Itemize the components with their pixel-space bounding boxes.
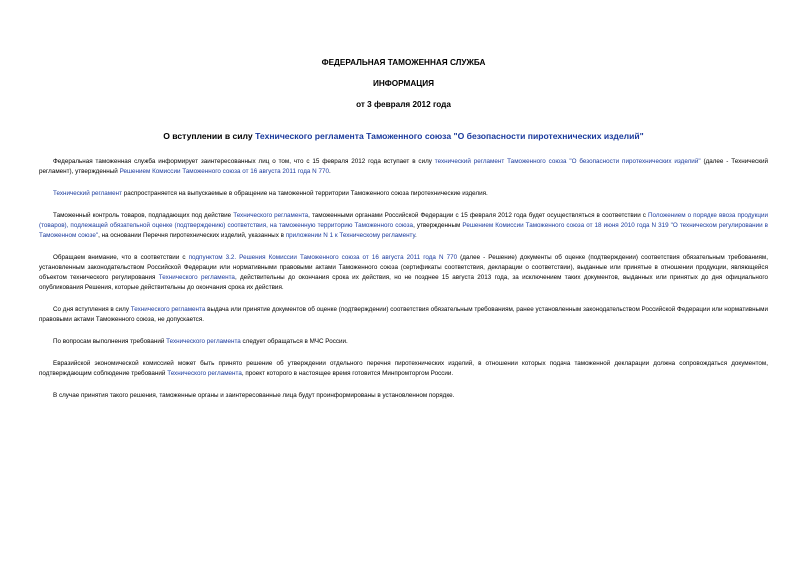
- decision-770-link[interactable]: Решением Комиссии Таможенного союза от 16 августа 2011 года N 770: [119, 168, 329, 175]
- text: , проект которого в настоящее время готовится Минпромторгом России.: [241, 370, 454, 377]
- subclause-3-2-link[interactable]: подпунктом 3.2. Решения Комиссии Таможенного союза от 16 августа 2011 года N 770: [188, 254, 458, 261]
- appendix-1-link[interactable]: приложении N 1 к Техническому регламенту: [285, 232, 416, 239]
- regulation-link[interactable]: технический регламент Таможенного союза "О безопасности пиротехнических изделий": [434, 158, 701, 165]
- paragraph-6: [39, 337, 768, 347]
- regulation-link[interactable]: Технического регламента: [233, 212, 309, 219]
- text: Федеральная таможенная служба информирует заинтересованных лиц о том, что с 15 февраля 2012 года вступает в силу: [53, 158, 435, 165]
- text: следует обращаться в МЧС России.: [240, 338, 348, 345]
- text: (далее - Технический регламент), утвержденный: [39, 158, 768, 175]
- text: В случае принятия такого решения, таможенные органы и заинтересованные лица будут проинформированы в установленном порядке.: [53, 392, 455, 399]
- text: (далее - Решение) документы об оценке (подтверждении) соответствия обязательным требованиям, установленным законодательством Российской Федерации или нормативными правовыми актами Таможенного союза (сертификаты соответствия, декларации о соответствии), выданные или принятые в отношении продукции, являющейся объектом технического регулирования: [39, 254, 768, 281]
- text: Со дня вступления в силу: [53, 306, 131, 313]
- paragraph-8: [39, 391, 768, 401]
- text: Обращаем внимание, что в соответствии с: [53, 254, 189, 261]
- document-subject: [39, 131, 768, 141]
- text: распространяется на выпускаемые в обращение на таможенной территории Таможенного союза пиротехнические изделия.: [122, 190, 488, 197]
- text: выдача или принятие документов об оценке (подтверждении) соответствия обязательным требованиям, ранее установленным законодательством Российской Федерации или нормативными правовыми актами Таможенного союза, не допускается.: [39, 306, 768, 323]
- text: , на основании Перечня пиротехнических изделий, указанных в: [98, 232, 286, 239]
- document-type-heading: ИНФОРМАЦИЯ: [373, 79, 434, 88]
- regulation-link[interactable]: Технический регламент: [53, 190, 123, 197]
- text: , утвержденным: [413, 222, 463, 229]
- subject-prefix: О вступлении в силу: [163, 131, 256, 141]
- decision-319-link[interactable]: Решением Комиссии Таможенного союза от 18 июня 2010 года N 319 "О техническом регулировании в Таможенном союзе": [39, 222, 769, 239]
- text: , действительны до окончания срока их действия, но не позднее 15 августа 2013 года, за исключением таких документов, выданных или принятых до дня официального опубликования Решения, которые действительны до окончания срока их действия.: [39, 274, 769, 291]
- text: , таможенными органами Российской Федерации с 15 февраля 2012 года будет осуществляться в соответствии с: [308, 212, 648, 219]
- paragraph-5: [39, 305, 768, 325]
- paragraph-4: [39, 253, 768, 293]
- paragraph-7: [39, 359, 768, 379]
- import-procedure-link[interactable]: Положением о порядке ввоза продукции (товаров), подлежащей обязательной оценке (подтверждению) соответствия, на таможенную территорию Таможенного союза: [39, 212, 768, 229]
- subject-regulation-link[interactable]: Технического регламента Таможенного союза "О безопасности пиротехнических изделий": [255, 131, 644, 141]
- paragraph-3: [39, 211, 768, 241]
- text: .: [328, 168, 331, 175]
- text: Таможенный контроль товаров, подпадающих под действие: [53, 212, 234, 219]
- paragraph-1: [39, 157, 768, 177]
- document-body: [39, 157, 768, 401]
- text: .: [415, 232, 417, 239]
- regulation-link[interactable]: Технического регламента: [167, 370, 242, 377]
- text: По вопросам выполнения требований: [53, 338, 167, 345]
- document-date: от 3 февраля 2012 года: [356, 100, 451, 109]
- agency-heading: ФЕДЕРАЛЬНАЯ ТАМОЖЕННАЯ СЛУЖБА: [321, 58, 486, 67]
- regulation-link[interactable]: Технического регламента: [166, 338, 241, 345]
- regulation-link[interactable]: Технического регламента: [130, 306, 206, 313]
- paragraph-2: [39, 189, 768, 199]
- text: Евразийской экономической комиссией может быть принято решение об утверждении отдельного перечня пиротехнических изделий, в отношении которых подача таможенной декларации должна сопровождаться документом, подтверждающим соблюдение требований: [39, 360, 768, 377]
- regulation-link[interactable]: Технического регламента: [158, 274, 235, 281]
